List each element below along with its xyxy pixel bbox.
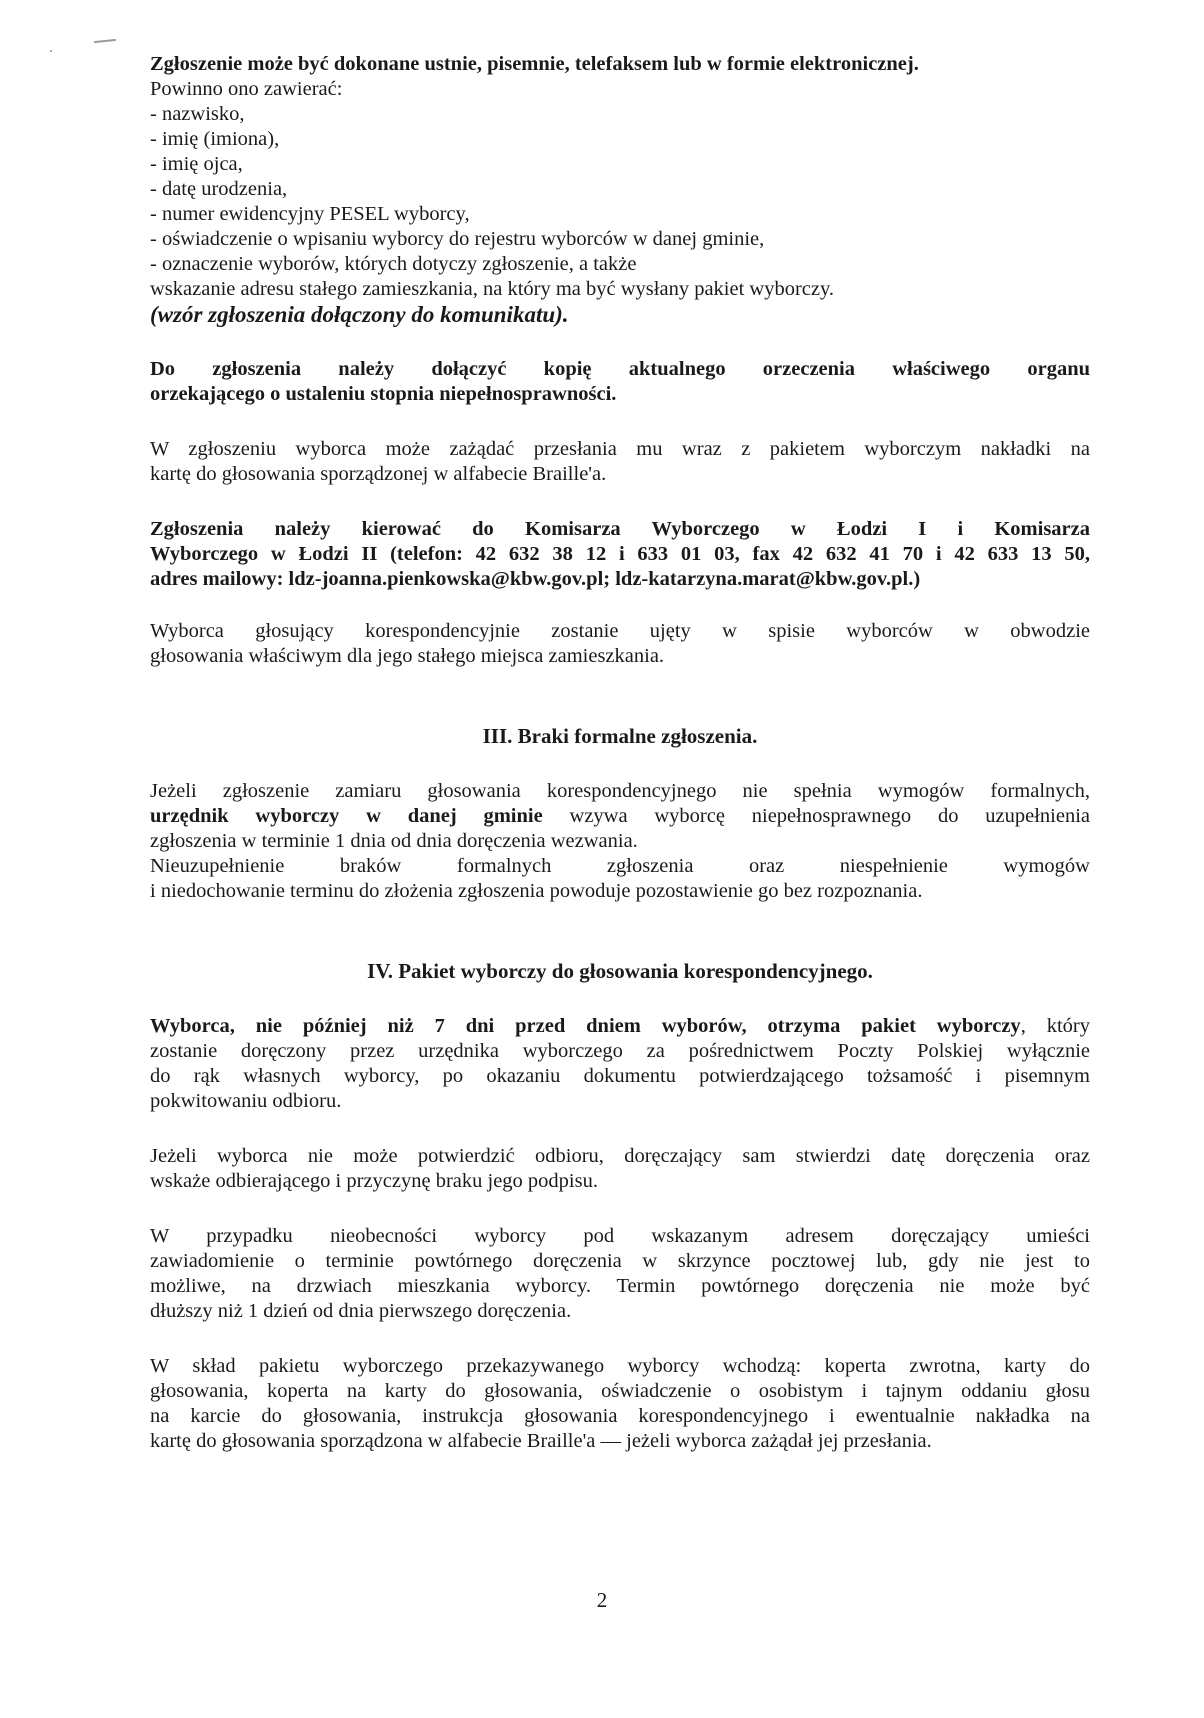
s4-p4-line-2: głosowania, koperta na karty do głosowania, oświadczenie o osobistym i tajnym oddaniu głosu [150, 1380, 1090, 1402]
s4-p2-line-1: Jeżeli wyborca nie może potwierdzić odbioru, doręczający sam stwierdzi datę doręczenia oraz [150, 1145, 1090, 1167]
s4-p1-line-4: pokwitowaniu odbioru. [150, 1090, 342, 1112]
braille-note [150, 437, 1090, 487]
scan-speck [50, 50, 52, 52]
attachment-line-1: Do zgłoszenia należy dołączyć kopię aktualnego orzeczenia właściwego organu [150, 358, 1090, 380]
list-item: - imię ojca, [150, 153, 243, 175]
s4-p1-line-2: zostanie doręczony przez urzędnika wyborczego za pośrednictwem Poczty Polskiej wyłącznie [150, 1040, 1090, 1062]
s4-p4-line-1: W skład pakietu wyborczego przekazywanego wyborcy wchodzą: koperta zwrotna, karty do [150, 1355, 1090, 1377]
section-3-paragraph-1 [150, 779, 1090, 904]
s3-p1-line-1: Jeżeli zgłoszenie zamiaru głosowania korespondencyjnego nie spełnia wymogów formalnych, [150, 780, 1090, 802]
page-number: 2 [596, 1588, 608, 1612]
list-item: - imię (imiona), [150, 128, 280, 150]
s4-bold-phrase: Wyborca, nie później niż 7 dni przed dniem wyborów, otrzyma pakiet wyborczy [150, 1015, 1021, 1037]
list-item: - oświadczenie o wpisaniu wyborcy do rejestru wyborców w danej gminie, [150, 228, 765, 250]
document-page [150, 52, 1090, 1454]
contact-line-3: adres mailowy: ldz-joanna.pienkowska@kbw.gov.pl; ldz-katarzyna.marat@kbw.gov.pl.) [150, 568, 921, 590]
contact-block [150, 517, 1090, 592]
s4-p3-line-1: W przypadku nieobecności wyborcy pod wskazanym adresem doręczający umieści [150, 1225, 1090, 1247]
section-4-paragraph-3 [150, 1224, 1090, 1324]
list-item: - datę urodzenia, [150, 178, 288, 200]
section-4-paragraph-1 [150, 1014, 1090, 1114]
s3-p1-line-2 [150, 804, 1090, 829]
attachment-line-2: orzekającego o ustaleniu stopnia niepełnosprawności. [150, 383, 617, 405]
section-4-heading: IV. Pakiet wyborczy do głosowania korespondencyjnego. [367, 959, 873, 983]
s3-p2-line-1: Nieuzupełnienie braków formalnych zgłoszenia oraz niespełnienie wymogów [150, 855, 1090, 877]
list-item: - oznaczenie wyborów, których dotyczy zgłoszenie, a także [150, 253, 637, 275]
contact-line-1: Zgłoszenia należy kierować do Komisarza Wyborczego w Łodzi I i Komisarza [150, 518, 1090, 540]
register-line-1: Wyborca głosujący korespondencyjnie zostanie ujęty w spisie wyborców w obwodzie [150, 620, 1090, 642]
list-item: - numer ewidencyjny PESEL wyborcy, [150, 203, 470, 225]
list-item: - nazwisko, [150, 103, 245, 125]
contact-line-2: Wyborczego w Łodzi II (telefon: 42 632 38 12 i 633 01 03, fax 42 632 41 70 i 42 633 13 50, [150, 543, 1090, 565]
s3-p1-line-3: zgłoszenia w terminie 1 dnia od dnia doręczenia wezwania. [150, 830, 638, 852]
s4-p3-line-2: zawiadomienie o terminie powtórnego doręczenia w skrzynce pocztowej lub, gdy nie jest to [150, 1250, 1090, 1272]
intro-line-2: Powinno ono zawierać: [150, 78, 343, 100]
scan-mark [94, 39, 116, 43]
braille-line-2: kartę do głosowania sporządzonej w alfabecie Braille'a. [150, 463, 607, 485]
s3-p2-line-2: i niedochowanie terminu do złożenia zgłoszenia powoduje pozostawienie go bez rozpoznania. [150, 880, 923, 902]
register-line-2: głosowania właściwym dla jego stałego miejsca zamieszkania. [150, 645, 665, 667]
s4-p4-line-3: na karcie do głosowania, instrukcja głosowania korespondencyjnego i ewentualnie nakładka na [150, 1405, 1090, 1427]
intro-heading-line: Zgłoszenie może być dokonane ustnie, pisemnie, telefaksem lub w formie elektronicznej. [150, 53, 919, 75]
intro-block [150, 52, 1090, 327]
s4-p1-line-3: do rąk własnych wyborcy, po okazaniu dokumentu potwierdzającego tożsamość i pisemnym [150, 1065, 1090, 1087]
section-3-heading: III. Braki formalne zgłoszenia. [482, 724, 758, 748]
s4-p4-line-4: kartę do głosowania sporządzona w alfabecie Braille'a — jeżeli wyborca zażądał jej przesłania. [150, 1430, 932, 1452]
braille-line-1: W zgłoszeniu wyborca może zażądać przesłania mu wraz z pakietem wyborczym nakładki na [150, 438, 1090, 460]
s4-p1-line-1-rest: , który [1020, 1015, 1090, 1037]
attachment-note [150, 357, 1090, 407]
address-line: wskazanie adresu stałego zamieszkania, na który ma być wysłany pakiet wyborczy. [150, 278, 835, 300]
s3-bold-phrase: urzędnik wyborczy w danej gminie [150, 805, 543, 827]
s4-p3-line-4: dłuższy niż 1 dzień od dnia pierwszego doręczenia. [150, 1300, 572, 1322]
s4-p1-line-1 [150, 1014, 1090, 1039]
s4-p3-line-3: możliwe, na drzwiach mieszkania wyborcy. Termin powtórnego doręczenia nie może być [150, 1275, 1090, 1297]
section-4-paragraph-4 [150, 1354, 1090, 1454]
s3-p1-line-2-rest: wzywa wyborcę niepełnosprawnego do uzupełnienia [542, 805, 1090, 827]
form-note: (wzór zgłoszenia dołączony do komunikatu). [150, 302, 569, 327]
s4-p2-line-2: wskaże odbierającego i przyczynę braku jego podpisu. [150, 1170, 598, 1192]
section-4-paragraph-2 [150, 1144, 1090, 1194]
register-note [150, 619, 1090, 669]
